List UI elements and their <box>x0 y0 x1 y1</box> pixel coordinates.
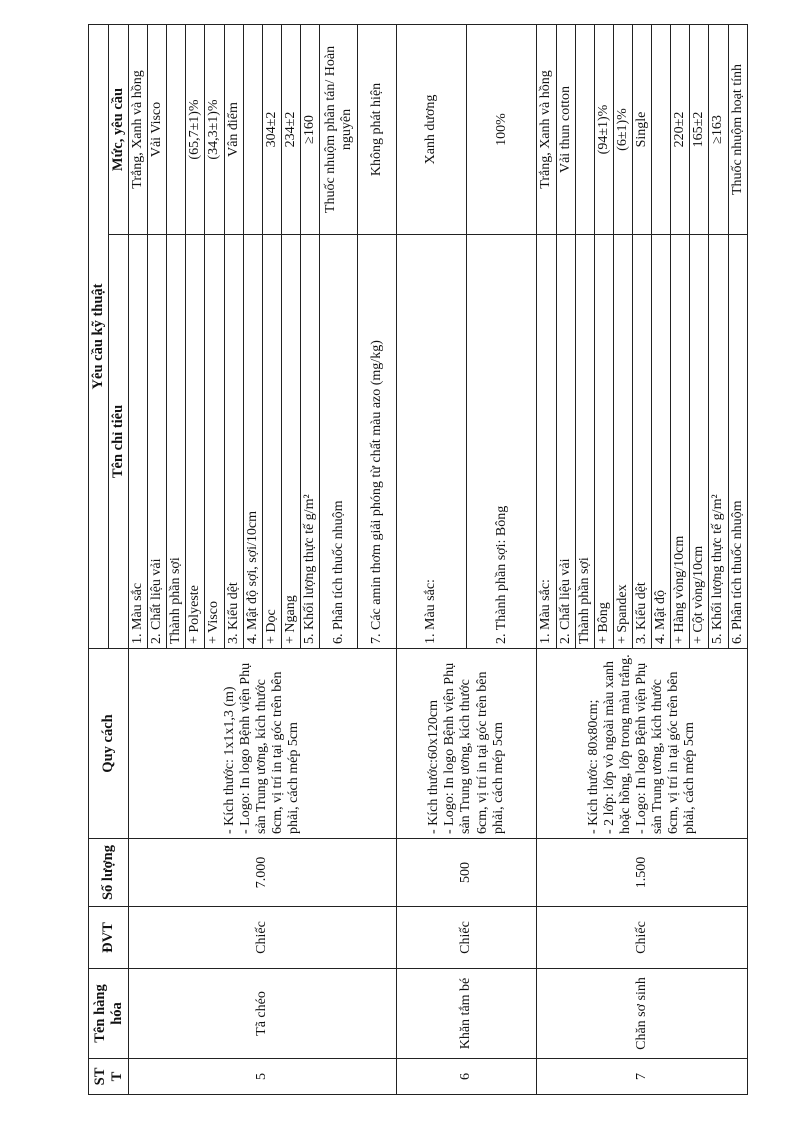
header-quy-cach: Quy cách <box>89 649 129 839</box>
criterion-value <box>167 24 186 234</box>
spec-row <box>396 24 466 1094</box>
page-mark <box>0 625 89 665</box>
item-spec: - Kích thước: 80x80cm; - 2 lớp: lớp vỏ ngoài màu xanh hoặc hồng, lớp trong màu trắng. - Logo: In logo Bệnh viện Phụ sản Trung ương, kích thước 6cm, vị trí in tại góc trên bên phải, cách mép 5cm <box>537 649 748 839</box>
criterion-name: + Cột vòng/10cm <box>690 235 709 649</box>
criterion-value: 304±2 <box>262 24 281 234</box>
criterion-value <box>575 24 594 234</box>
criterion-name: + Dọc <box>262 235 281 649</box>
item-quantity: 7.000 <box>129 839 397 907</box>
item-quantity: 500 <box>396 839 537 907</box>
item-spec: - Kích thước: 1x1x1,3 (m) - Logo: In logo Bệnh viện Phụ sản Trung ương, kích thước 6cm, vị trí in tại góc trên bên phải, cách mép 5cm <box>129 649 397 839</box>
criterion-name: 4. Mật độ sợi, sợi/10cm <box>243 235 262 649</box>
criterion-value: (94±1)% <box>594 24 613 234</box>
item-quantity: 1.500 <box>537 839 748 907</box>
criterion-name: + Hàng vòng/10cm <box>671 235 690 649</box>
header-ten-hang: Tên hàng hóa <box>89 969 129 1059</box>
header-ten-chi-tieu: Tên chỉ tiêu <box>109 235 129 649</box>
item-unit: Chiếc <box>129 907 397 969</box>
header-stt: ST T <box>89 1059 129 1095</box>
header-so-luong: Số lượng <box>89 839 129 907</box>
criterion-name: 2. Chất liệu vải <box>148 235 167 649</box>
criterion-value <box>243 24 262 234</box>
criterion-value: Vải thun cotton <box>556 24 575 234</box>
item-stt: 6 <box>396 1059 537 1095</box>
criterion-name: 2. Chất liệu vải <box>556 235 575 649</box>
criterion-name: 1. Màu sắc: <box>396 235 466 649</box>
spec-row <box>129 24 148 1094</box>
criterion-value: 165±2 <box>690 24 709 234</box>
criterion-value: Vân điểm <box>224 24 243 234</box>
criterion-name: + Visco <box>205 235 224 649</box>
criterion-value: Thuốc nhuộm phân tán/ Hoàn nguyên <box>320 24 358 234</box>
criterion-name: 1. Màu sắc <box>129 235 148 649</box>
item-unit: Chiếc <box>537 907 748 969</box>
criterion-name: Thành phần sợi <box>167 235 186 649</box>
criterion-value: Vải Visco <box>148 24 167 234</box>
criterion-value: (34,3±1)% <box>205 24 224 234</box>
item-name: Chăn sơ sinh <box>537 969 748 1059</box>
criterion-name: 1. Màu sắc: <box>537 235 556 649</box>
item-name: Tã chéo <box>129 969 397 1059</box>
criterion-value: Thuốc nhuộm hoạt tính <box>728 24 747 234</box>
criterion-value: ≥160 <box>300 24 319 234</box>
item-unit: Chiếc <box>396 907 537 969</box>
item-stt: 5 <box>129 1059 397 1095</box>
spec-row <box>537 24 556 1094</box>
criterion-value: Single <box>633 24 652 234</box>
criterion-name: 5. Khối lượng thực tế g/m² <box>709 235 728 649</box>
rotated-spec-table-container <box>88 25 748 1095</box>
item-stt: 7 <box>537 1059 748 1095</box>
criterion-value: ≥163 <box>709 24 728 234</box>
criterion-name: + Spandex <box>613 235 632 649</box>
criterion-name: 6. Phân tích thuốc nhuộm <box>728 235 747 649</box>
criterion-value: Xanh dương <box>396 24 466 234</box>
criterion-name: Thành phần sợi <box>575 235 594 649</box>
criterion-name: 6. Phân tích thuốc nhuộm <box>320 235 358 649</box>
item-name: Khăn tắm bé <box>396 969 537 1059</box>
criterion-value: 234±2 <box>281 24 300 234</box>
criterion-name: 7. Các amin thơm giải phóng từ chất màu azo (mg/kg) <box>358 235 396 649</box>
header-dvt: ĐVT <box>89 907 129 969</box>
criterion-value: Không phát hiện <box>358 24 396 234</box>
item-spec: - Kích thước:60x120cm - Logo: In logo Bệnh viện Phụ sản Trung ương, kích thước 6cm, vị trí in tại góc trên bên phải, cách mép 5cm <box>396 649 537 839</box>
header-muc-yeu-cau: Mức, yêu cầu <box>109 24 129 234</box>
criterion-value: Trắng, Xanh và hồng <box>129 24 148 234</box>
criterion-value: 220±2 <box>671 24 690 234</box>
criterion-value <box>652 24 671 234</box>
criterion-name: 4. Mật độ <box>652 235 671 649</box>
criterion-value: 100% <box>467 24 537 234</box>
criterion-value: Trắng, Xanh và hồng <box>537 24 556 234</box>
criterion-name: 3. Kiểu dệt <box>224 235 243 649</box>
criterion-name: + Bông <box>594 235 613 649</box>
criterion-name: 3. Kiểu dệt <box>633 235 652 649</box>
criterion-name: + Ngang <box>281 235 300 649</box>
spec-table-body <box>129 24 748 1094</box>
header-yeu-cau: Yêu cầu kỹ thuật <box>89 24 109 648</box>
criterion-name: 2. Thành phần sợi: Bông <box>467 235 537 649</box>
criterion-name: 5. Khối lượng thực tế g/m² <box>300 235 319 649</box>
criterion-value: (6±1)% <box>613 24 632 234</box>
spec-table <box>88 24 748 1095</box>
criterion-value: (65,7±1)% <box>186 24 205 234</box>
criterion-name: + Polyeste <box>186 235 205 649</box>
